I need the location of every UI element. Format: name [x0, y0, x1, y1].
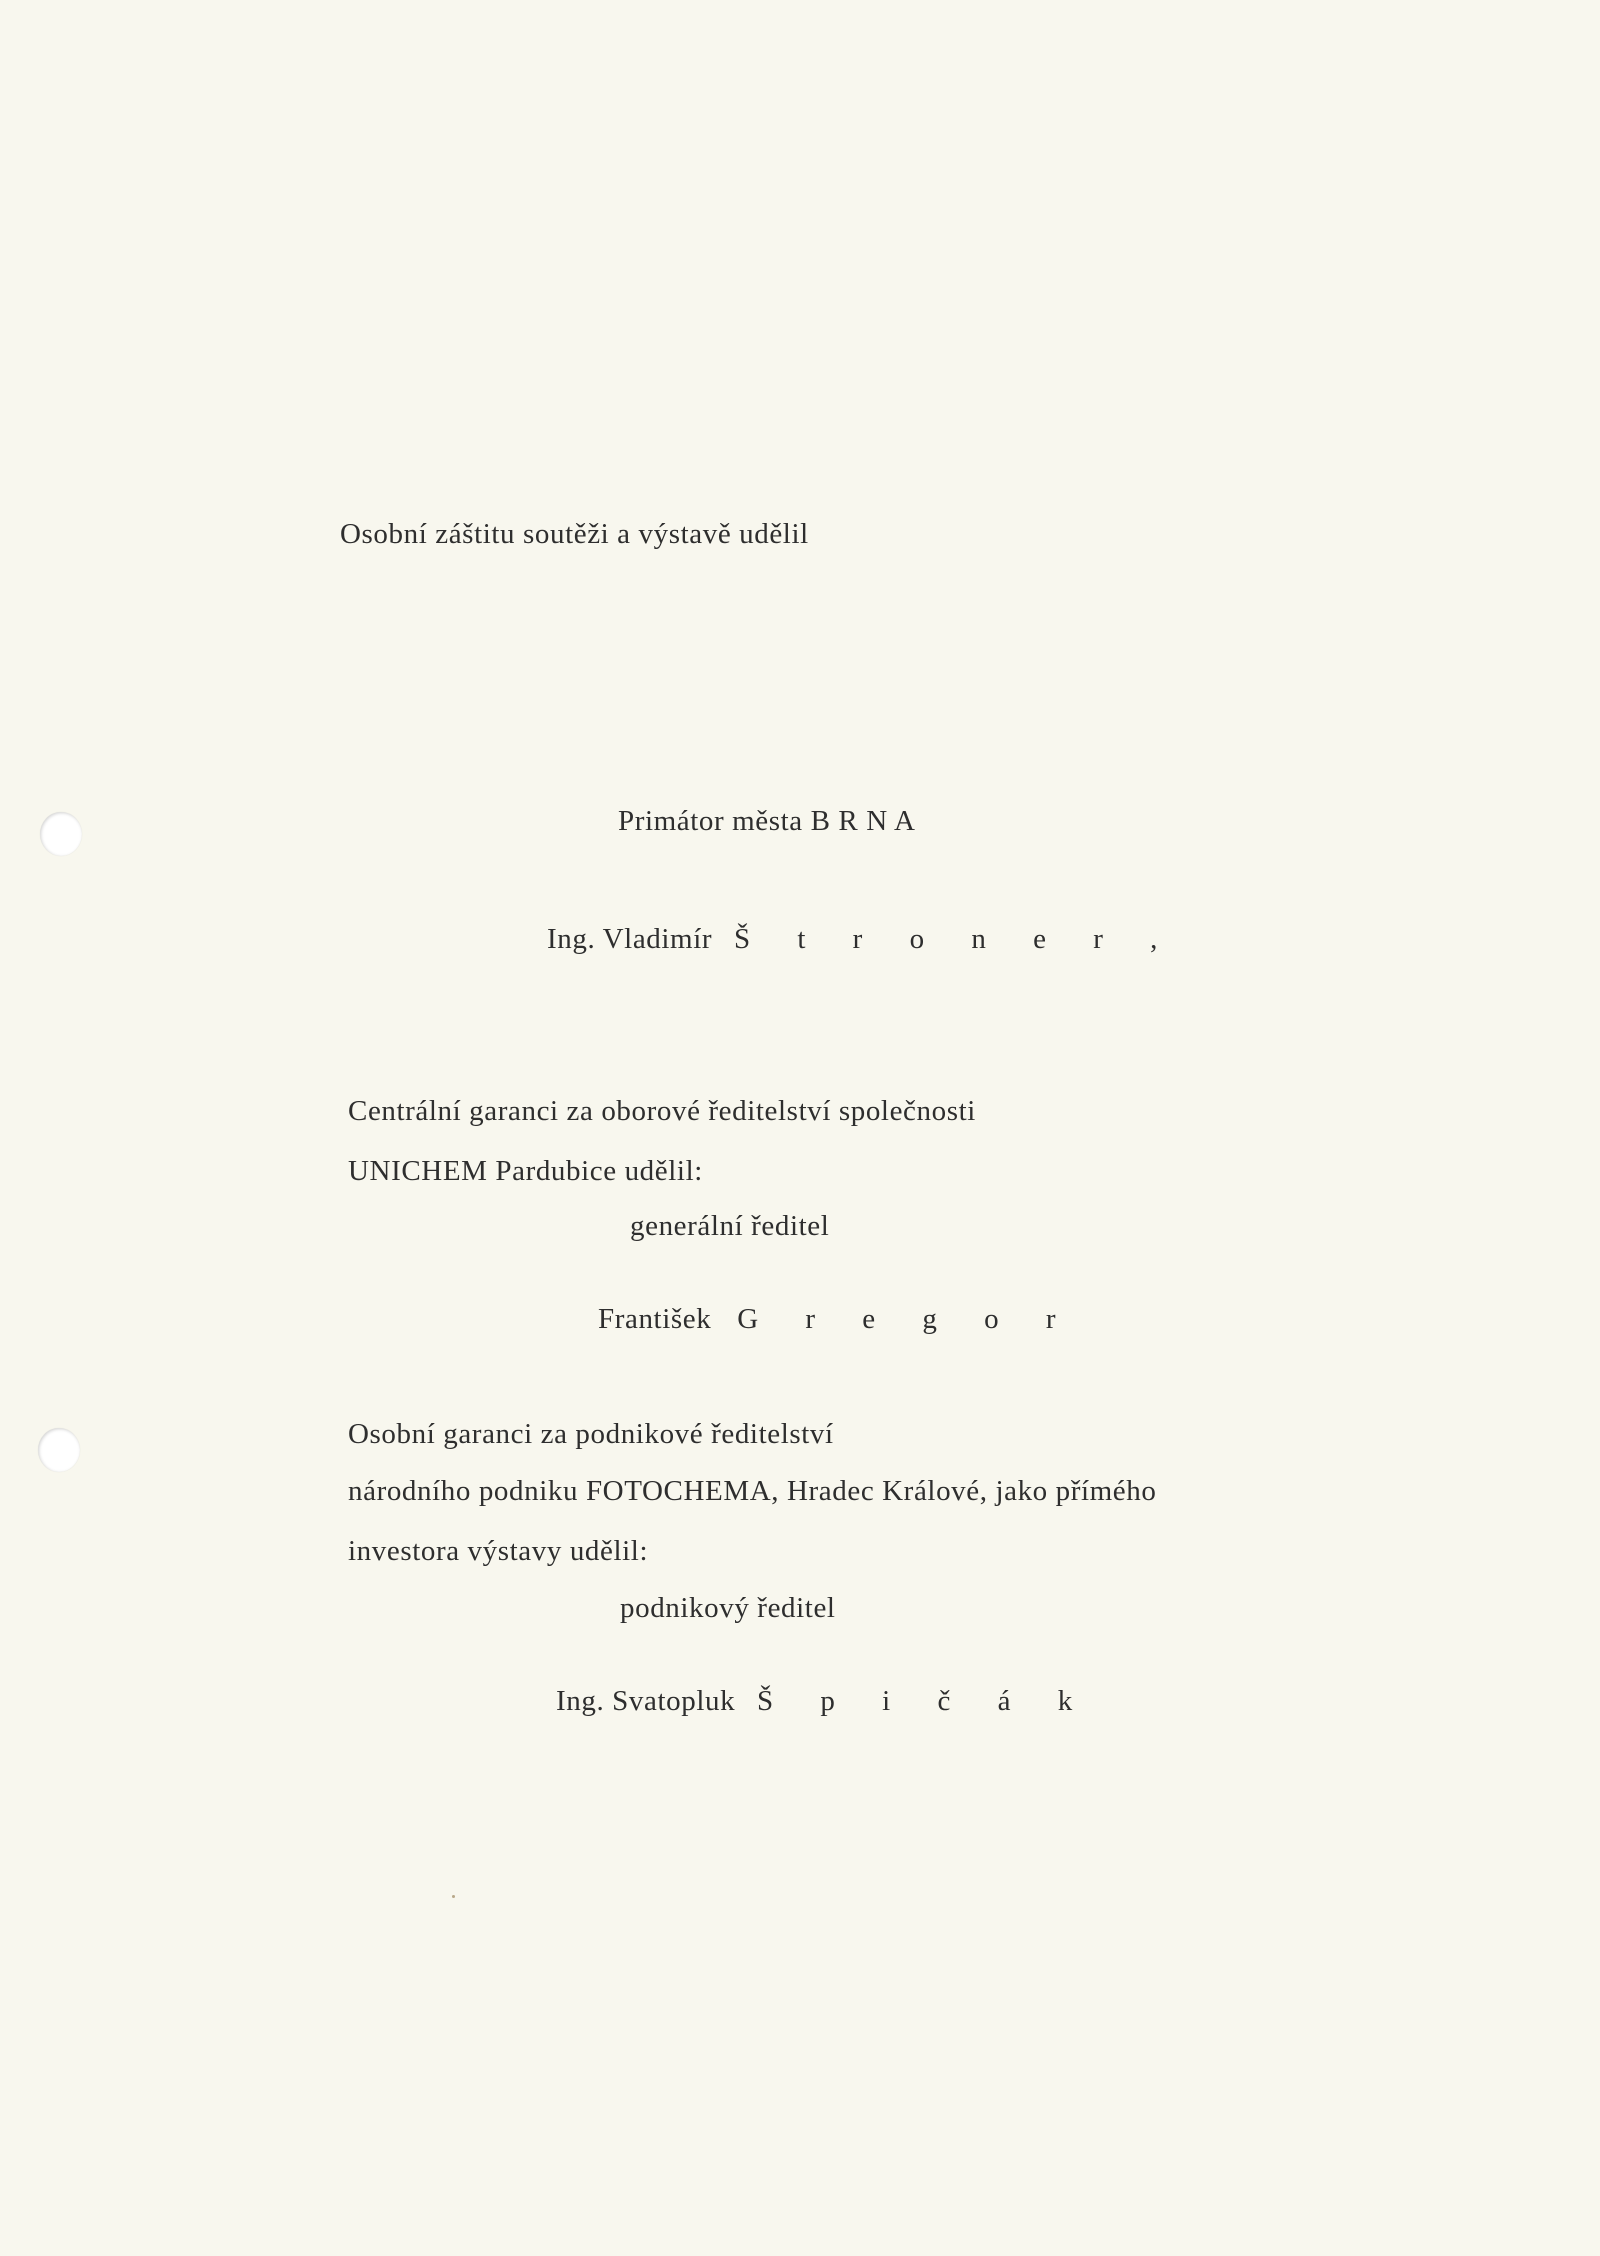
- central-guarantee-line1: Centrální garanci za oborové ředitelství společnosti: [348, 1095, 976, 1127]
- patronage-intro: Osobní záštitu soutěži a výstavě udělil: [340, 518, 809, 550]
- personal-guarantor-name: [556, 1685, 1092, 1718]
- central-guarantee-role: generální ředitel: [630, 1210, 830, 1242]
- punch-hole-upper: [40, 812, 82, 856]
- mayor-name-prefix: Ing. Vladimír: [547, 923, 713, 955]
- mayor-name: [547, 923, 1177, 956]
- mayor-title: Primátor města B R N A: [618, 805, 916, 837]
- personal-guarantee-role: podnikový ředitel: [620, 1592, 836, 1624]
- personal-guarantee-line2: národního podniku FOTOCHEMA, Hradec Králové, jako přímého: [348, 1475, 1157, 1507]
- central-guarantee-line2: UNICHEM Pardubice udělil:: [348, 1155, 703, 1187]
- personal-guarantee-line3: investora výstavy udělil:: [348, 1535, 649, 1567]
- central-guarantor-surname: G r e g o r: [737, 1303, 1076, 1335]
- personal-guarantee-line1: Osobní garanci za podnikové ředitelství: [348, 1418, 834, 1450]
- personal-guarantor-prefix: Ing. Svatopluk: [556, 1685, 736, 1717]
- central-guarantor-first: František: [598, 1303, 712, 1335]
- punch-hole-lower: [38, 1428, 80, 1472]
- paper-speck: [452, 1895, 455, 1898]
- personal-guarantor-surname: Š p i č á k: [757, 1685, 1093, 1717]
- mayor-surname: Š t r o n e r ,: [734, 923, 1178, 955]
- central-guarantor-name: [598, 1303, 1076, 1336]
